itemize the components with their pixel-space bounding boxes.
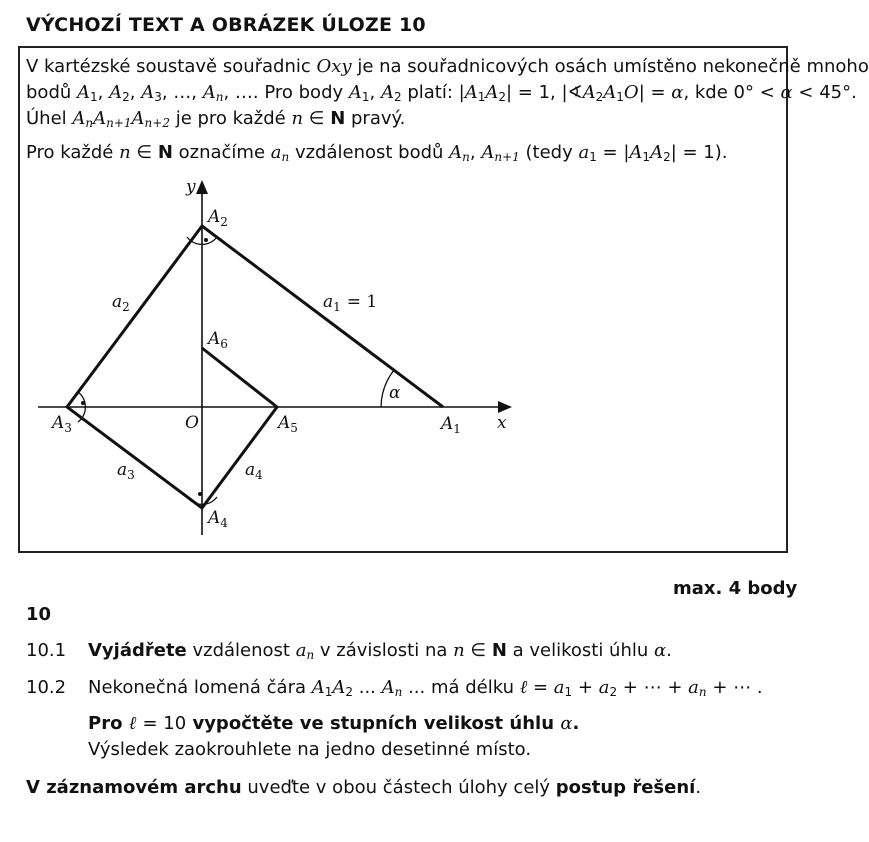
question-number: 10 bbox=[26, 604, 52, 625]
x-axis-arrow-icon bbox=[498, 401, 512, 413]
geometry-figure bbox=[30, 178, 530, 540]
point-label-a5: $A_5$ bbox=[278, 413, 298, 435]
intro-line-1: V kartézské soustavě souřadnic Oxy je na souřadnicových osách umístěno nekonečně mnoho bbox=[26, 56, 869, 77]
footer-instruction: V záznamovém archu uveďte v obou částech úlohy celý postup řešení. bbox=[26, 777, 702, 798]
subquestion-10-2: Nekonečná lomená čára $A_1A_2$ ... $A_n$ ... má délku ℓ = $a_1 + a_2$ + ⋯ + $a_n$ + ⋯ . bbox=[88, 677, 763, 699]
subquestion-number-10-2: 10.2 bbox=[26, 677, 67, 698]
subquestion-10-2-task: Pro ℓ = 10 vypočtěte ve stupních velikost úhlu α. bbox=[88, 713, 580, 734]
point-label-a2: $A_2$ bbox=[208, 207, 228, 229]
segment-label-a2: $a_2$ bbox=[112, 292, 130, 314]
point-label-a4: $A_4$ bbox=[208, 508, 228, 530]
y-axis-arrow-icon bbox=[196, 180, 208, 194]
intro-line-2: bodů $A_1$, $A_2$, $A_3$, …, $A_n$, …. Pro body $A_1$, $A_2$ platí: $|A_1A_2| = 1$, $|∢A_2A_1O| = \alpha$, kde 0° < α < 45°. bbox=[26, 82, 857, 104]
segment-label-a3: $a_3$ bbox=[117, 460, 135, 482]
y-axis-label: y bbox=[186, 177, 196, 197]
subquestion-number-10-1: 10.1 bbox=[26, 640, 67, 661]
alpha-label: α bbox=[389, 383, 401, 403]
point-label-a3: $A_3$ bbox=[52, 413, 72, 435]
subquestion-10-1: Vyjádřete vzdálenost $a_n$ v závislosti na n ∈ N a velikosti úhlu α. bbox=[88, 640, 672, 662]
segment-label-a1: $a_1 = 1$ bbox=[323, 292, 378, 314]
origin-label: O bbox=[185, 413, 199, 433]
point-label-a6: $A_6$ bbox=[208, 329, 228, 351]
intro-line-4: Pro každé n ∈ N označíme $a_n$ vzdálenost bodů $A_n$, $A_{n+1}$ (tedy $a_1 = |A_1A_2| = 1$). bbox=[26, 142, 728, 164]
max-points: max. 4 body bbox=[673, 578, 798, 599]
point-label-a1: $A_1$ bbox=[441, 414, 461, 436]
intro-line-3: Úhel $A_nA_{n+1}A_{n+2}$ je pro každé n ∈ N pravý. bbox=[26, 108, 406, 130]
x-axis-label: x bbox=[497, 413, 507, 433]
rounding-instruction: Výsledek zaokrouhlete na jedno desetinné místo. bbox=[88, 739, 532, 760]
section-heading: VÝCHOZÍ TEXT A OBRÁZEK ÚLOZE 10 bbox=[26, 14, 426, 36]
segment-label-a4: $a_4$ bbox=[245, 460, 263, 482]
